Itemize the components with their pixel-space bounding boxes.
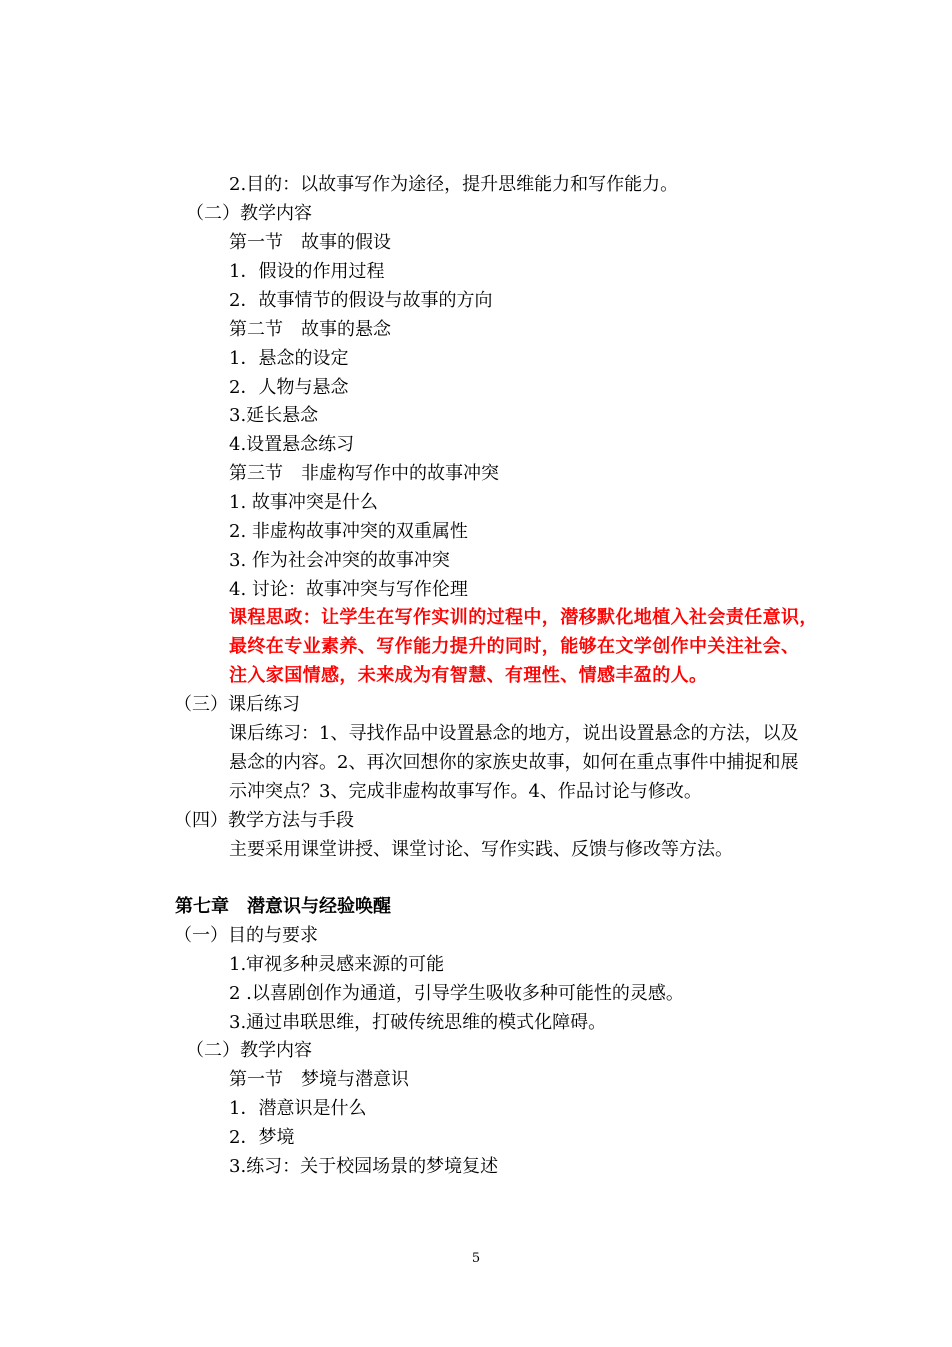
list-item: 4. 讨论：故事冲突与写作伦理: [229, 579, 468, 600]
section-title: 第一节 梦境与潜意识: [229, 1069, 409, 1090]
section-heading-content: （二）教学内容: [186, 1040, 312, 1061]
list-item: 3. 作为社会冲突的故事冲突: [229, 550, 450, 571]
list-item: 3.练习：关于校园场景的梦境复述: [229, 1156, 499, 1177]
list-item: 3.通过串联思维，打破传统思维的模式化障碍。: [229, 1012, 607, 1033]
course-politics-line: 课程思政：让学生在写作实训的过程中，潜移默化地植入社会责任意识，: [229, 607, 818, 628]
list-item: 2．人物与悬念: [229, 377, 349, 398]
section-title: 第三节 非虚构写作中的故事冲突: [229, 463, 499, 484]
list-item: 1．潜意识是什么: [229, 1098, 367, 1119]
section-title: 第一节 故事的假设: [229, 232, 391, 253]
list-item: 2. 非虚构故事冲突的双重属性: [229, 521, 468, 542]
list-item: 2．梦境: [229, 1127, 295, 1148]
list-item: 1.审视多种灵感来源的可能: [229, 954, 445, 975]
section-heading-content: （二）教学内容: [186, 203, 312, 224]
list-item: 4.设置悬念练习: [229, 434, 355, 455]
objective-line: 2.目的：以故事写作为途径，提升思维能力和写作能力。: [229, 174, 679, 195]
exercise-line: 示冲突点？3、完成非虚构故事写作。4、作品讨论与修改。: [229, 781, 702, 802]
course-politics-line: 注入家国情感，未来成为有智慧、有理性、情感丰盈的人。: [229, 665, 708, 686]
list-item: 1. 故事冲突是什么: [229, 492, 378, 513]
page-number: 5: [471, 1251, 481, 1266]
exercise-line: 悬念的内容。2、再次回想你的家族史故事，如何在重点事件中捕捉和展: [229, 752, 799, 773]
exercise-heading: （三）课后练习: [174, 694, 300, 715]
section-heading-goals: （一）目的与要求: [174, 925, 318, 946]
exercise-line: 课后练习：1、寻找作品中设置悬念的地方，说出设置悬念的方法，以及: [229, 723, 799, 744]
list-item: 2 .以喜剧创作为通道，引导学生吸收多种可能性的灵感。: [229, 983, 684, 1004]
methods-line: 主要采用课堂讲授、课堂讨论、写作实践、反馈与修改等方法。: [229, 839, 733, 860]
methods-heading: （四）教学方法与手段: [174, 810, 354, 831]
list-item: 1．悬念的设定: [229, 348, 349, 369]
list-item: 3.延长悬念: [229, 405, 319, 426]
list-item: 1．假设的作用过程: [229, 261, 385, 282]
list-item: 2．故事情节的假设与故事的方向: [229, 290, 493, 311]
section-title: 第二节 故事的悬念: [229, 319, 391, 340]
course-politics-line: 最终在专业素养、写作能力提升的同时，能够在文学创作中关注社会、: [229, 636, 800, 657]
chapter-title: 第七章 潜意识与经验唤醒: [175, 896, 391, 917]
